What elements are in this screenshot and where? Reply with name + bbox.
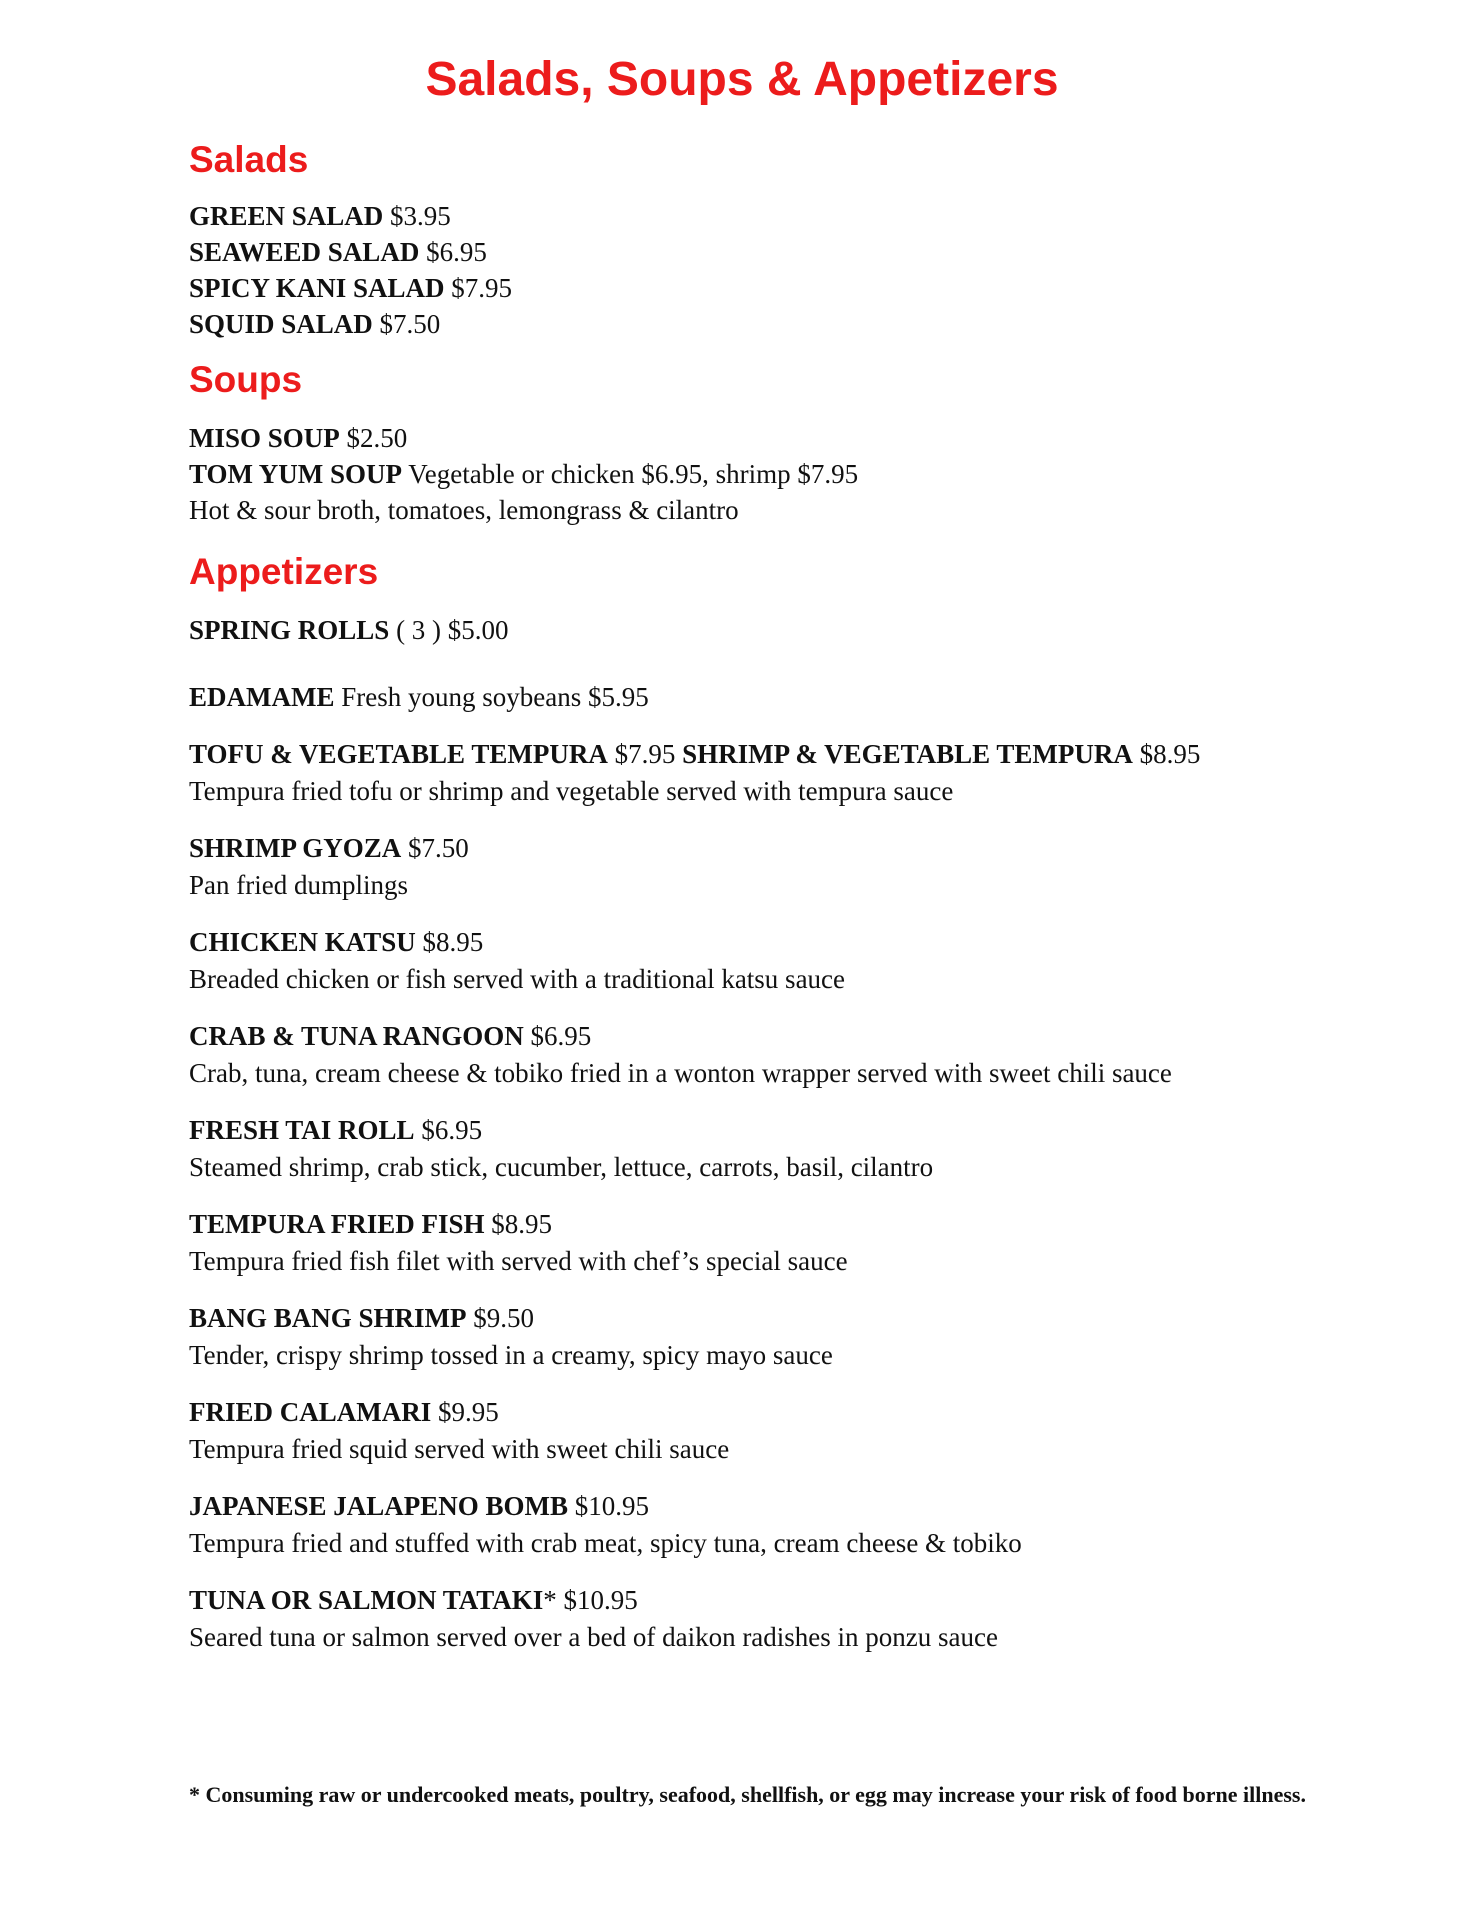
item-name: SPRING ROLLS: [189, 615, 390, 645]
item-name: SHRIMP GYOZA: [189, 833, 402, 863]
item-description: Tempura fried and stuffed with crab meat, spicy tuna, cream cheese & tobiko: [189, 1528, 1022, 1558]
item-price: $7.50: [408, 833, 469, 863]
item-name: JAPANESE JALAPENO BOMB: [189, 1491, 569, 1521]
item-price: Fresh young soybeans $5.95: [341, 682, 649, 712]
item-description: Tempura fried fish filet with served with chef’s special sauce: [189, 1246, 848, 1276]
menu-item: [189, 456, 1369, 492]
item-description: Tempura fried squid served with sweet chili sauce: [189, 1434, 730, 1464]
item-name: SQUID SALAD: [189, 309, 373, 339]
item-price: * $10.95: [543, 1585, 638, 1615]
soups-section: [189, 356, 1369, 528]
menu-item: [189, 612, 1369, 649]
menu-item: [189, 1488, 1369, 1562]
item-price: $6.95: [530, 1021, 592, 1051]
item-price: $6.95: [426, 237, 487, 267]
item-price: $8.95: [491, 1209, 553, 1239]
menu-item: [189, 1112, 1369, 1186]
item-name: BANG BANG SHRIMP: [189, 1303, 467, 1333]
item-description: Seared tuna or salmon served over a bed of daikon radishes in ponzu sauce: [189, 1622, 998, 1652]
item-name: EDAMAME: [189, 682, 335, 712]
item-price: $7.95: [451, 273, 513, 303]
item-name: FRIED CALAMARI: [189, 1397, 432, 1427]
item-description: Pan fried dumplings: [189, 870, 408, 900]
item-name: SPICY KANI SALAD: [189, 273, 445, 303]
item-description: Breaded chicken or fish served with a traditional katsu sauce: [189, 964, 846, 994]
menu-item: [189, 736, 1369, 810]
item-price: $6.95: [421, 1115, 483, 1145]
item-name: GREEN SALAD: [189, 201, 384, 231]
salads-heading: Salads: [189, 139, 309, 180]
item-price: $7.95: [614, 739, 676, 769]
menu-item: [189, 270, 1369, 306]
item-name: TOFU & VEGETABLE TEMPURA: [189, 739, 608, 769]
item-name: SEAWEED SALAD: [189, 237, 420, 267]
salads-section: [189, 136, 1369, 342]
menu-item: [189, 1394, 1369, 1468]
item-description: Steamed shrimp, crab stick, cucumber, lettuce, carrots, basil, cilantro: [189, 1152, 934, 1182]
item-price: $8.95: [422, 927, 484, 957]
item-price: $2.50: [346, 423, 408, 453]
menu-item: [189, 1018, 1369, 1092]
menu-item: [189, 234, 1369, 270]
item-name: CHICKEN KATSU: [189, 927, 416, 957]
item-name: SHRIMP & VEGETABLE TEMPURA: [682, 739, 1133, 769]
menu-item: [189, 679, 1369, 716]
appetizers-section: [189, 548, 1369, 1656]
item-name: TUNA OR SALMON TATAKI: [189, 1585, 544, 1615]
menu-item: [189, 924, 1369, 998]
menu-item: [189, 420, 1369, 456]
soups-heading: Soups: [189, 359, 303, 400]
item-description: Hot & sour broth, tomatoes, lemongrass & cilantro: [189, 495, 739, 525]
item-name: FRESH TAI ROLL: [189, 1115, 415, 1145]
item-price: $10.95: [574, 1491, 650, 1521]
item-price: $9.95: [438, 1397, 499, 1427]
item-price: ( 3 ) $5.00: [396, 615, 509, 645]
item-price: Vegetable or chicken $6.95, shrimp $7.95: [408, 459, 859, 489]
item-description: Tempura fried tofu or shrimp and vegetable served with tempura sauce: [189, 776, 954, 806]
menu-content: [189, 136, 1369, 1676]
menu-item: [189, 830, 1369, 904]
item-name: TEMPURA FRIED FISH: [189, 1209, 485, 1239]
menu-item: [189, 1206, 1369, 1280]
item-price: $8.95: [1139, 739, 1201, 769]
menu-item: [189, 1300, 1369, 1374]
menu-item: [189, 198, 1369, 234]
item-name: MISO SOUP: [189, 423, 340, 453]
menu-item: [189, 1582, 1369, 1656]
item-price: $3.95: [390, 201, 451, 231]
item-price: $9.50: [473, 1303, 535, 1333]
page-title: Salads, Soups & Appetizers: [425, 53, 1059, 106]
item-description: Tender, crispy shrimp tossed in a creamy, spicy mayo sauce: [189, 1340, 833, 1370]
item-name: CRAB & TUNA RANGOON: [189, 1021, 524, 1051]
appetizers-heading: Appetizers: [189, 551, 379, 592]
menu-item: [189, 306, 1369, 342]
item-description: Crab, tuna, cream cheese & tobiko fried in a wonton wrapper served with sweet chili sauce: [189, 1058, 1172, 1088]
item-name: TOM YUM SOUP: [189, 459, 402, 489]
item-price: $7.50: [379, 309, 441, 339]
food-safety-disclaimer: * Consuming raw or undercooked meats, poultry, seafood, shellfish, or egg may increase your risk of food borne illness.: [189, 1782, 1306, 1807]
